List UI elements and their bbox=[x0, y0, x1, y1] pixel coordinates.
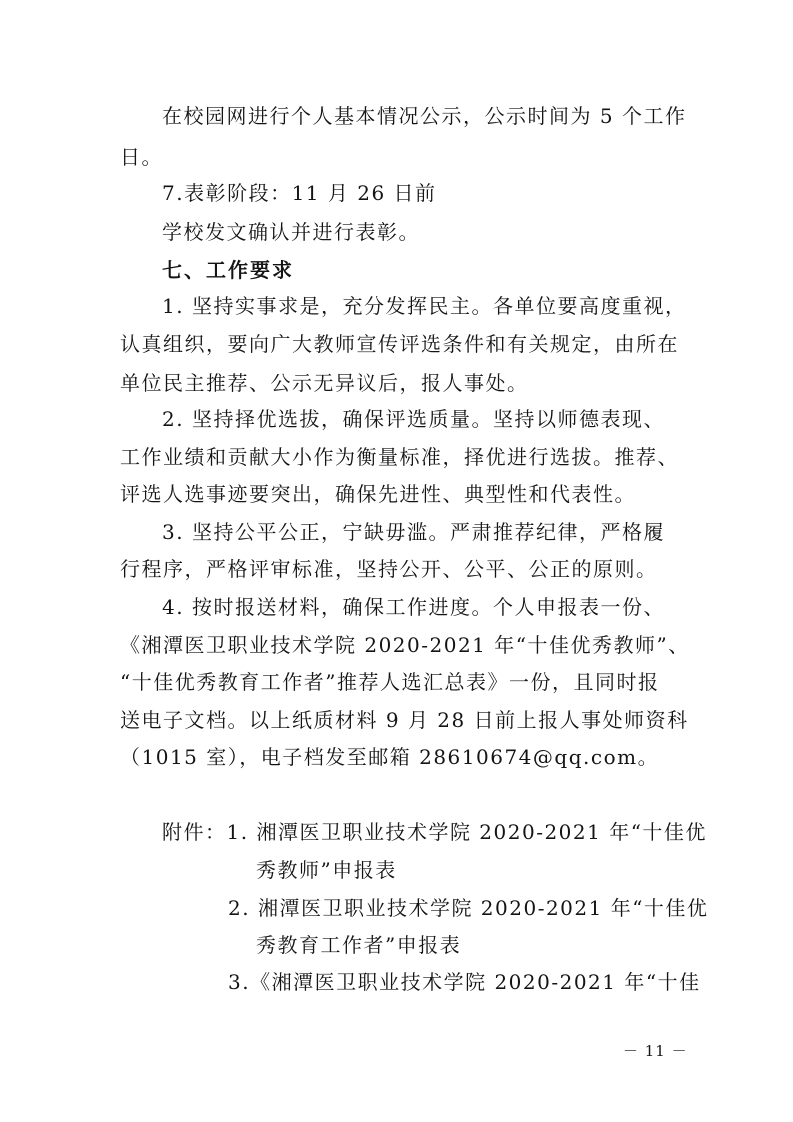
body-line: 在校园网进行个人基本情况公示，公示时间为 5 个工作 bbox=[162, 104, 687, 128]
body-line: 送电子文档。以上纸质材料 9 月 28 日前上报人事处师资科 bbox=[120, 708, 689, 732]
body-line: 认真组织，要向广大教师宣传评选条件和有关规定，由所在 bbox=[120, 332, 679, 356]
body-line: 单位民主推荐、公示无异议后，报人事处。 bbox=[120, 371, 529, 395]
body-line: 2. 坚持择优选拔，确保评选质量。坚持以师德表现、 bbox=[162, 407, 665, 431]
body-line: “十佳优秀教育工作者”推荐人选汇总表》一份，且同时报 bbox=[120, 670, 660, 694]
attachment-line: 2. 湘潭医卫职业技术学院 2020-2021 年“十佳优 bbox=[228, 896, 709, 920]
body-line: 评选人选事迹要突出，确保先进性、典型性和代表性。 bbox=[120, 482, 636, 506]
attachment-line: 秀教师”申报表 bbox=[256, 858, 397, 882]
attachment-line: 附件：1. 湘潭医卫职业技术学院 2020-2021 年“十佳优 bbox=[162, 820, 707, 844]
body-line: 4. 按时报送材料，确保工作进度。个人申报表一份、 bbox=[162, 595, 665, 619]
body-line: 日。 bbox=[120, 145, 163, 169]
attachment-line: 秀教育工作者”申报表 bbox=[256, 933, 462, 957]
body-line: 行程序，严格评审标准，坚持公开、公平、公正的原则。 bbox=[120, 557, 658, 581]
body-line: （1015 室），电子档发至邮箱 28610674@qq.com。 bbox=[120, 745, 660, 769]
body-line: 学校发文确认并进行表彰。 bbox=[162, 220, 420, 244]
body-line: 《湘潭医卫职业技术学院 2020-2021 年“十佳优秀教师”、 bbox=[120, 633, 690, 657]
body-line: 3. 坚持公平公正，宁缺毋滥。严肃推荐纪律，严格履 bbox=[162, 520, 665, 544]
section-heading: 七、工作要求 bbox=[162, 258, 294, 282]
body-line: 1. 坚持实事求是，充分发挥民主。各单位要高度重视， bbox=[162, 294, 687, 318]
attachment-line: 3.《湘潭医卫职业技术学院 2020-2021 年“十佳 bbox=[228, 970, 701, 994]
body-line: 工作业绩和贡献大小作为衡量标准，择优进行选拔。推荐、 bbox=[120, 445, 679, 469]
page-number: － 11 － bbox=[623, 1042, 688, 1060]
body-line: 7.表彰阶段：11 月 26 日前 bbox=[162, 181, 437, 205]
